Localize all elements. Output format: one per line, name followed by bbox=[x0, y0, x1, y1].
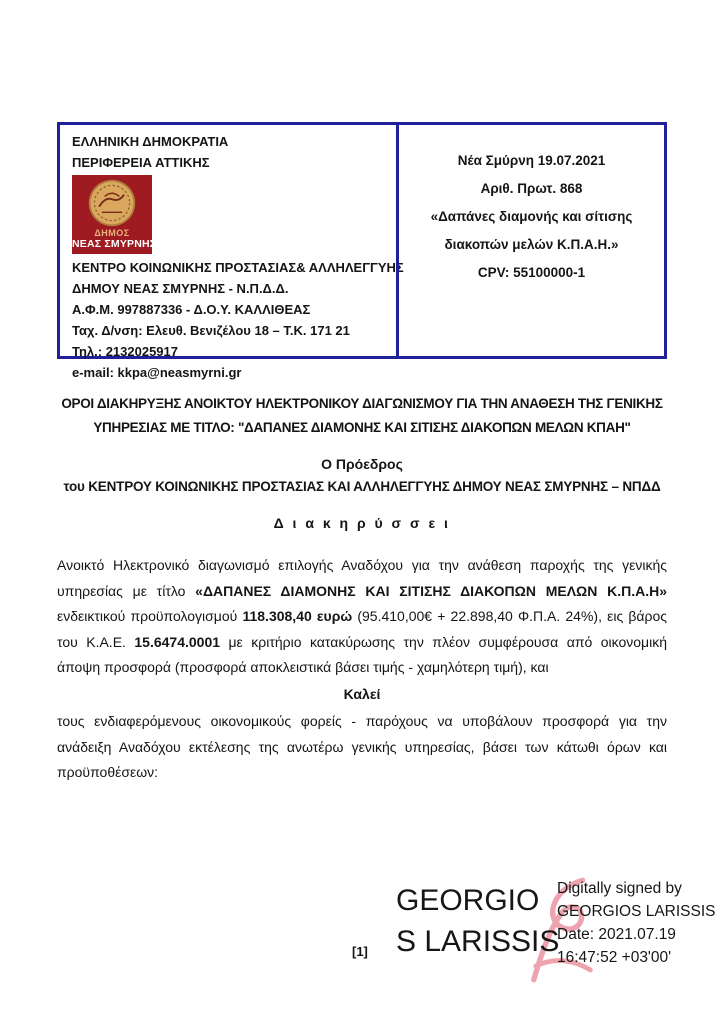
signer-name-display bbox=[396, 880, 559, 962]
phone-line: Τηλ.: 2132025917 bbox=[72, 344, 178, 359]
signer-name-line-2: S LARISSIS bbox=[396, 925, 560, 958]
municipality-logo bbox=[72, 175, 157, 254]
document-title-line-2: ΥΠΗΡΕΣΙΑΣ ΜΕ ΤΙΤΛΟ: "ΔΑΠΑΝΕΣ ΔΙΑΜΟΝΗΣ ΚΑΙ ΣΙΤΙΣΗΣ ΔΙΑΚΟΠΩΝ ΜΕΛΩΝ ΚΠΑΗ" bbox=[93, 420, 631, 435]
subject-line-2: διακοπών μελών Κ.Π.Α.Η.» bbox=[444, 237, 619, 252]
document-title bbox=[40, 392, 684, 440]
republic-line: ΕΛΛΗΝΙΚΗ ΔΗΜΟΚΡΑΤΙΑ bbox=[72, 134, 229, 149]
letterhead-box bbox=[57, 122, 667, 380]
organization-line-1: ΚΕΝΤΡΟ ΚΟΙΝΩΝΙΚΗΣ ΠΡΟΣΤΑΣΙΑΣ& ΑΛΛΗΛΕΓΓΥΗΣ bbox=[72, 260, 404, 275]
address-line: Ταχ. Δ/νση: Ελευθ. Βενιζέλου 18 – Τ.Κ. 171 21 bbox=[72, 323, 350, 338]
letterhead-right-cell bbox=[396, 125, 664, 356]
document-title-line-1: ΟΡΟΙ ΔΙΑΚΗΡΥΞΗΣ ΑΝΟΙΚΤΟΥ ΗΛΕΚΤΡΟΝΙΚΟΥ ΔΙΑΓΩΝΙΣΜΟΥ ΓΙΑ ΤΗΝ ΑΝΑΘΕΣΗ ΤΗΣ ΓΕΝΙΚΗΣ bbox=[61, 396, 663, 411]
signature-details-line-2: GEORGIOS LARISSIS bbox=[557, 903, 716, 920]
declares-heading: Δ ι α κ η ρ ύ σ σ ε ι bbox=[273, 515, 451, 531]
body-paragraph-1: Ανοικτό Ηλεκτρονικό διαγωνισμό επιλογής Αναδόχου για την ανάθεση παροχής της γενικής υπηρεσίας με τίτλο «ΔΑΠΑΝΕΣ ΔΙΑΜΟΝΗΣ ΚΑΙ ΣΙΤΙΣΗΣ ΔΙΑΚΟΠΩΝ ΜΕΛΩΝ Κ.Π.Α.Η» ενδεικτικού προϋπολογισμού 118.308,40 ευρώ (95.410,00€ + 22.898,40 Φ.Π.Α. 24%), εις βάρος του Κ.Α.Ε. 15.6474.0001 με κριτήριο κατακύρωσης την πλέον συμφέρουσα από οικονομική άποψη προσφορά (προσφορά αποκλειστικά βάσει τιμής - χαμηλότερη τιμή), και bbox=[57, 557, 667, 675]
signer-name-line-1: GEORGIO bbox=[396, 884, 540, 917]
subject-line-1: «Δαπάνες διαμονής και σίτισης bbox=[430, 209, 633, 224]
protocol-number-line: Αριθ. Πρωτ. 868 bbox=[480, 181, 583, 196]
municipality-seal-icon bbox=[72, 178, 152, 228]
letterhead-left-cell bbox=[60, 125, 404, 380]
body-paragraph-2: τους ενδιαφερόμενους οικονομικούς φορείς - παρόχους να υποβάλουν προσφορά για την ανάδειξη Αναδόχου εκτέλεσης της ανωτέρω γενικής υπηρεσίας, βάσει των κάτωθι όρων και προϋποθέσεων: bbox=[57, 713, 667, 780]
logo-subtitle: ΝΕΑΣ ΣΜΥΡΝΗΣ bbox=[72, 238, 157, 250]
logo-title: ΔΗΜΟΣ bbox=[94, 228, 130, 238]
date-line: Νέα Σμύρνη 19.07.2021 bbox=[457, 153, 606, 168]
president-heading: Ο Πρόεδρος bbox=[321, 456, 403, 472]
page-number: [1] bbox=[352, 944, 368, 959]
region-line: ΠΕΡΙΦΕΡΕΙΑ ΑΤΤΙΚΗΣ bbox=[72, 155, 210, 170]
afm-line: Α.Φ.Μ. 997887336 - Δ.Ο.Υ. ΚΑΛΛΙΘΕΑΣ bbox=[72, 302, 311, 317]
calls-heading: Καλεί bbox=[343, 686, 381, 702]
organization-line-2: ΔΗΜΟΥ ΝΕΑΣ ΣΜΥΡΝΗΣ - Ν.Π.Δ.Δ. bbox=[72, 281, 289, 296]
signature-details-line-3: Date: 2021.07.19 bbox=[557, 926, 676, 943]
cpv-line: CPV: 55100000-1 bbox=[477, 265, 586, 280]
president-organization: του ΚΕΝΤΡΟΥ ΚΟΙΝΩΝΙΚΗΣ ΠΡΟΣΤΑΣΙΑΣ ΚΑΙ ΑΛΛΗΛΕΓΓΥΗΣ ΔΗΜΟΥ ΝΕΑΣ ΣΜΥΡΝΗΣ – ΝΠΔΔ bbox=[63, 479, 661, 494]
digital-signature-details bbox=[557, 877, 716, 969]
signature-details-line-4: 16:47:52 +03'00' bbox=[557, 949, 672, 966]
signature-details-line-1: Digitally signed by bbox=[557, 880, 682, 897]
email-line: e-mail: kkpa@neasmyrni.gr bbox=[72, 365, 242, 380]
